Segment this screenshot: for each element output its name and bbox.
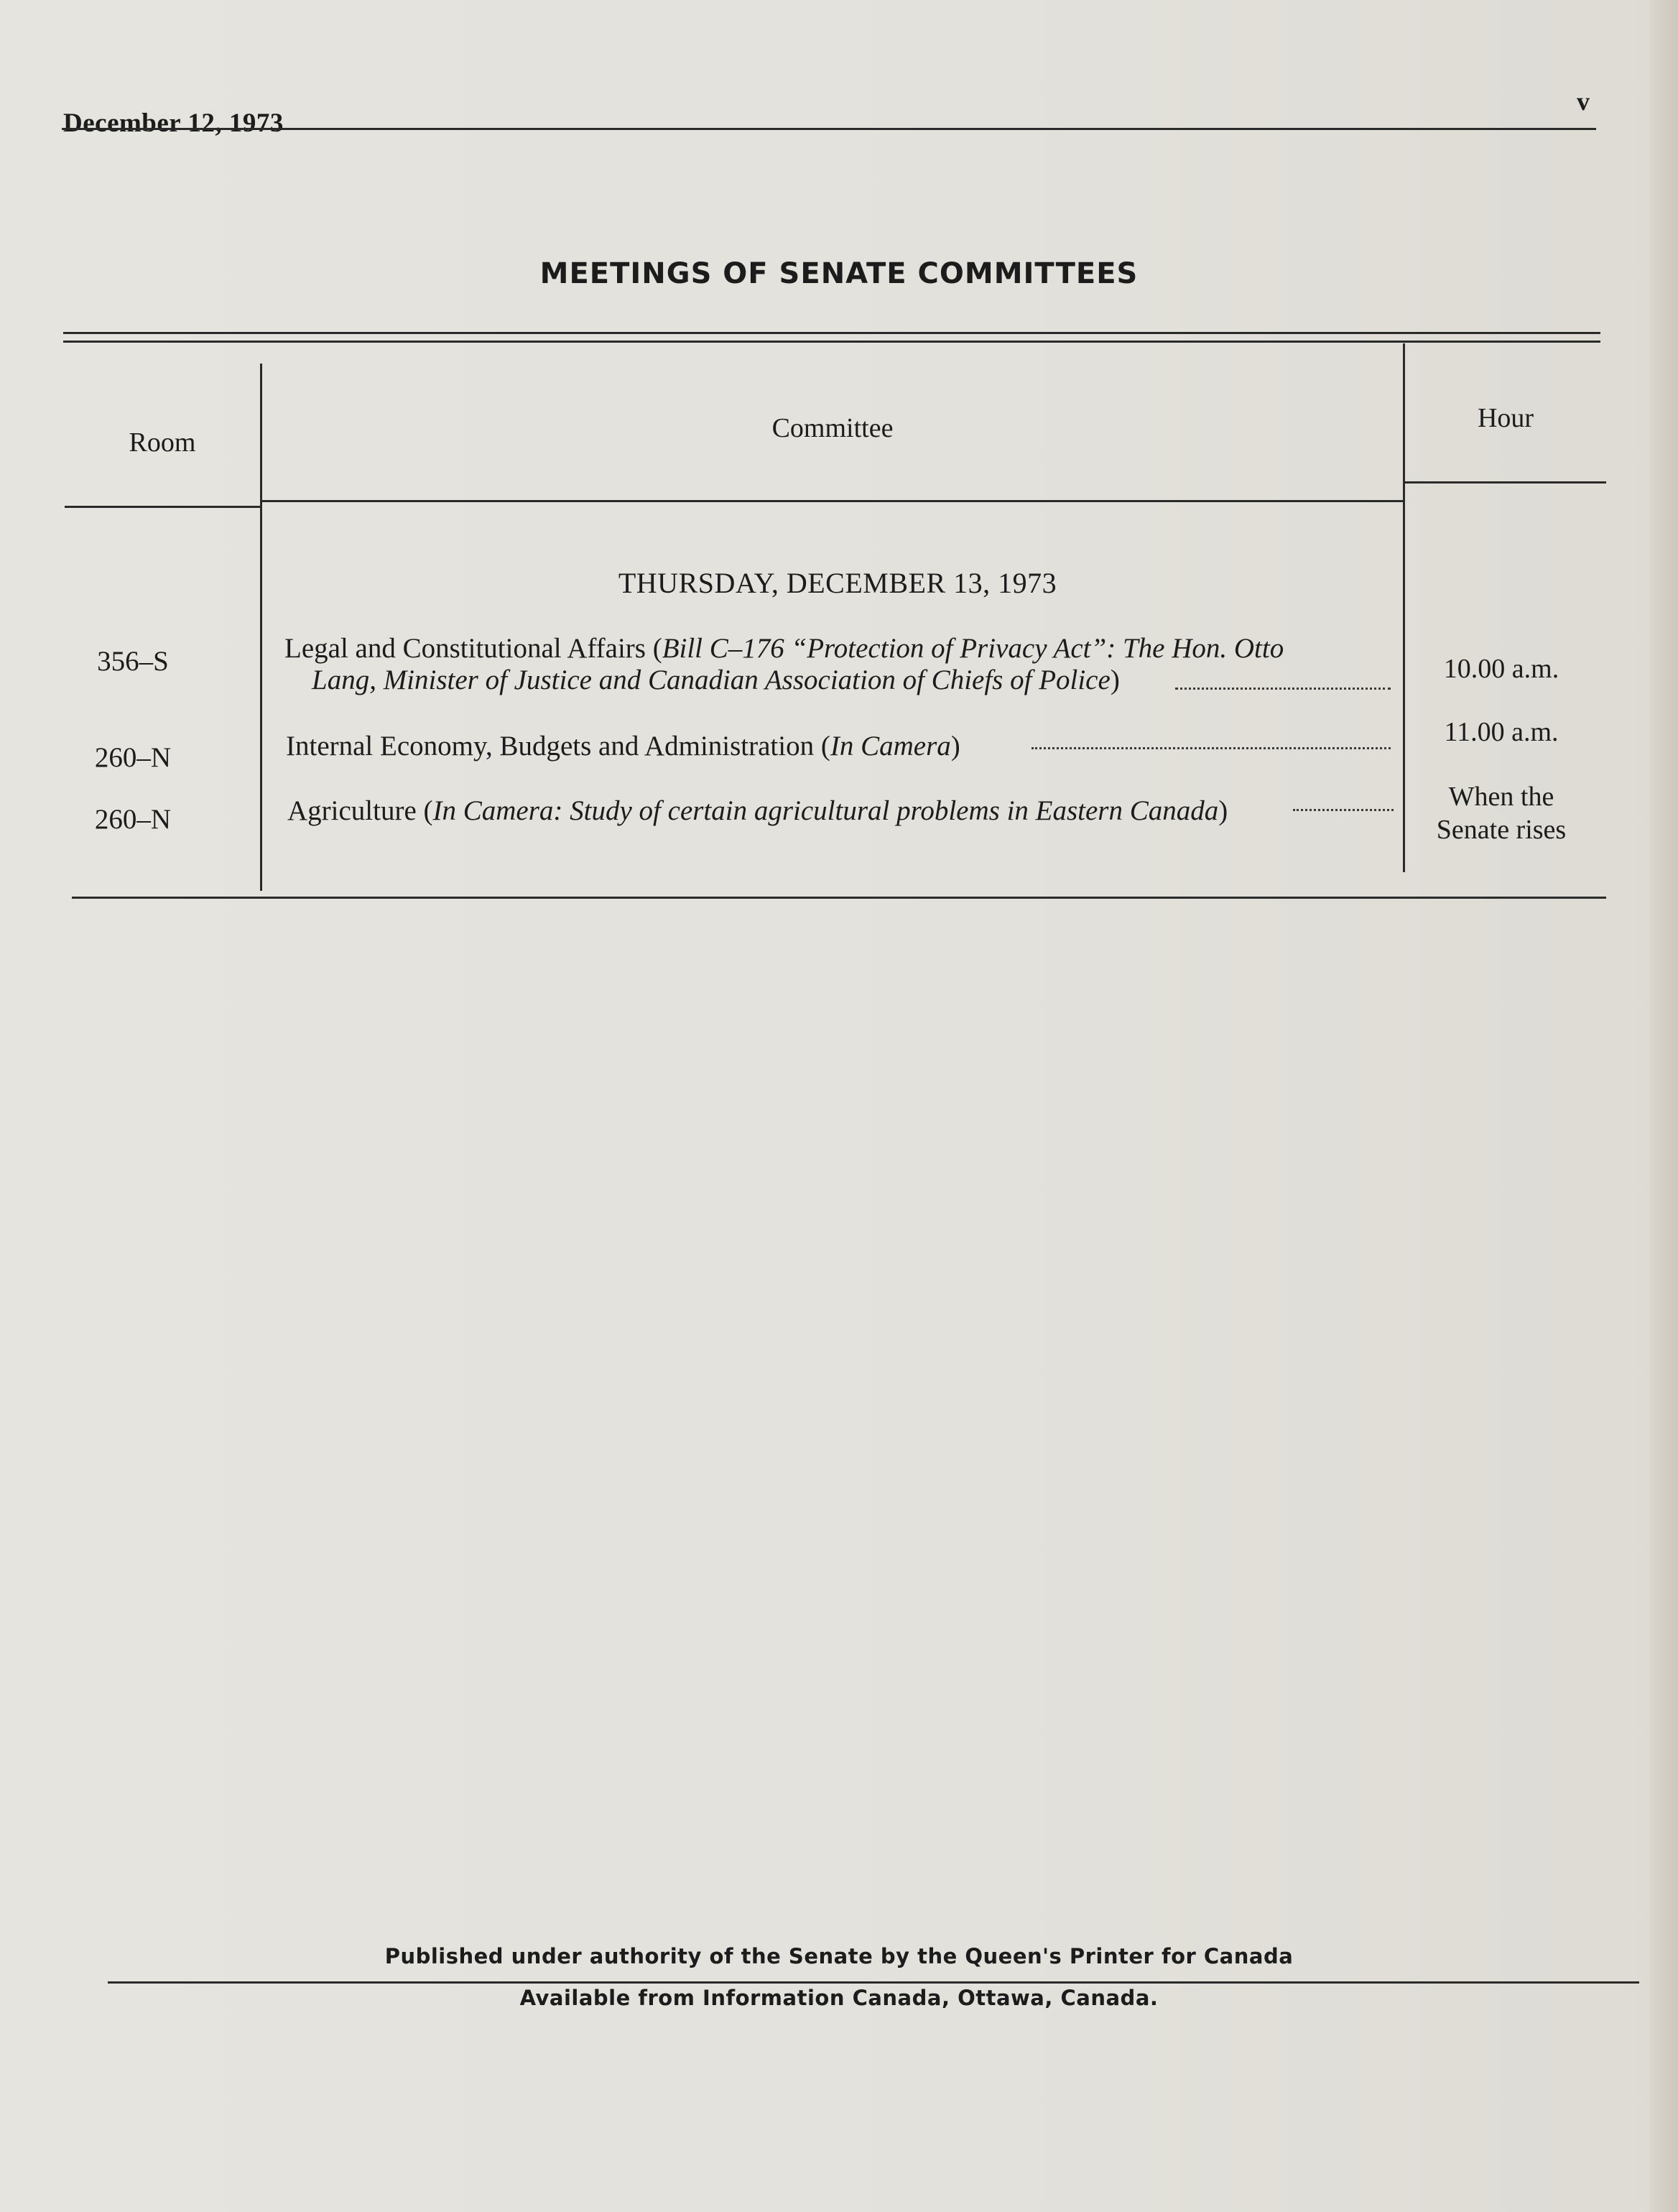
committee-name-text: Legal and Constitutional Affairs ( — [284, 633, 662, 664]
dot-leader — [1175, 688, 1391, 690]
committee-name — [287, 795, 1228, 827]
header-rule-room — [65, 506, 260, 508]
column-header-hour: Hour — [1477, 403, 1534, 433]
closing-paren: ) — [1110, 665, 1120, 695]
committee-name-text: Agriculture ( — [287, 795, 433, 826]
committee-subject-continued — [312, 664, 1120, 696]
committee-subject-line2: Lang, Minister of Justice and Canadian Association of Chiefs of Police — [312, 665, 1111, 695]
meeting-hour-line2: Senate rises — [1436, 815, 1567, 845]
table-top-rule-double — [63, 341, 1600, 343]
page-title: MEETINGS OF SENATE COMMITTEES — [539, 257, 1139, 290]
footer-available-line: Available from Information Canada, Ottawa, Canada. — [519, 1986, 1159, 2010]
room-number: 356–S — [97, 646, 169, 677]
table-bottom-rule — [72, 897, 1606, 899]
meeting-hour-line1: When the — [1448, 782, 1554, 812]
page-number: v — [1577, 87, 1590, 116]
footer-published-line: Published under authority of the Senate by the Queen's Printer for Canada — [384, 1944, 1294, 1968]
dot-leader — [1293, 809, 1394, 811]
header-date: December 12, 1973 — [63, 108, 284, 138]
header-rule-committee — [262, 500, 1403, 502]
header-rule — [62, 128, 1596, 130]
meeting-hour: 10.00 a.m. — [1443, 654, 1559, 684]
dot-leader — [1032, 747, 1391, 749]
committee-name-text: Internal Economy, Budgets and Administration ( — [286, 731, 830, 762]
room-number: 260–N — [94, 742, 172, 773]
header-rule-hour — [1405, 481, 1606, 483]
page-edge — [1649, 0, 1678, 2212]
committee-subject: In Camera — [830, 731, 951, 762]
room-number: 260–N — [94, 804, 172, 835]
day-heading: THURSDAY, DECEMBER 13, 1973 — [618, 567, 1057, 599]
committee-subject: Bill C–176 “Protection of Privacy Act”: The Hon. Otto — [662, 633, 1284, 664]
committee-subject: In Camera: Study of certain agricultural problems in Eastern Canada — [432, 795, 1219, 826]
footer-rule — [108, 1981, 1639, 1984]
closing-paren: ) — [950, 731, 960, 762]
column-header-room: Room — [129, 427, 196, 458]
closing-paren: ) — [1218, 795, 1228, 826]
committee-name — [284, 632, 1284, 665]
column-header-committee: Committee — [771, 413, 894, 443]
meeting-hour — [1426, 780, 1577, 846]
table-top-rule — [63, 332, 1600, 334]
meeting-hour: 11.00 a.m. — [1444, 717, 1559, 747]
committee-name — [286, 730, 960, 762]
